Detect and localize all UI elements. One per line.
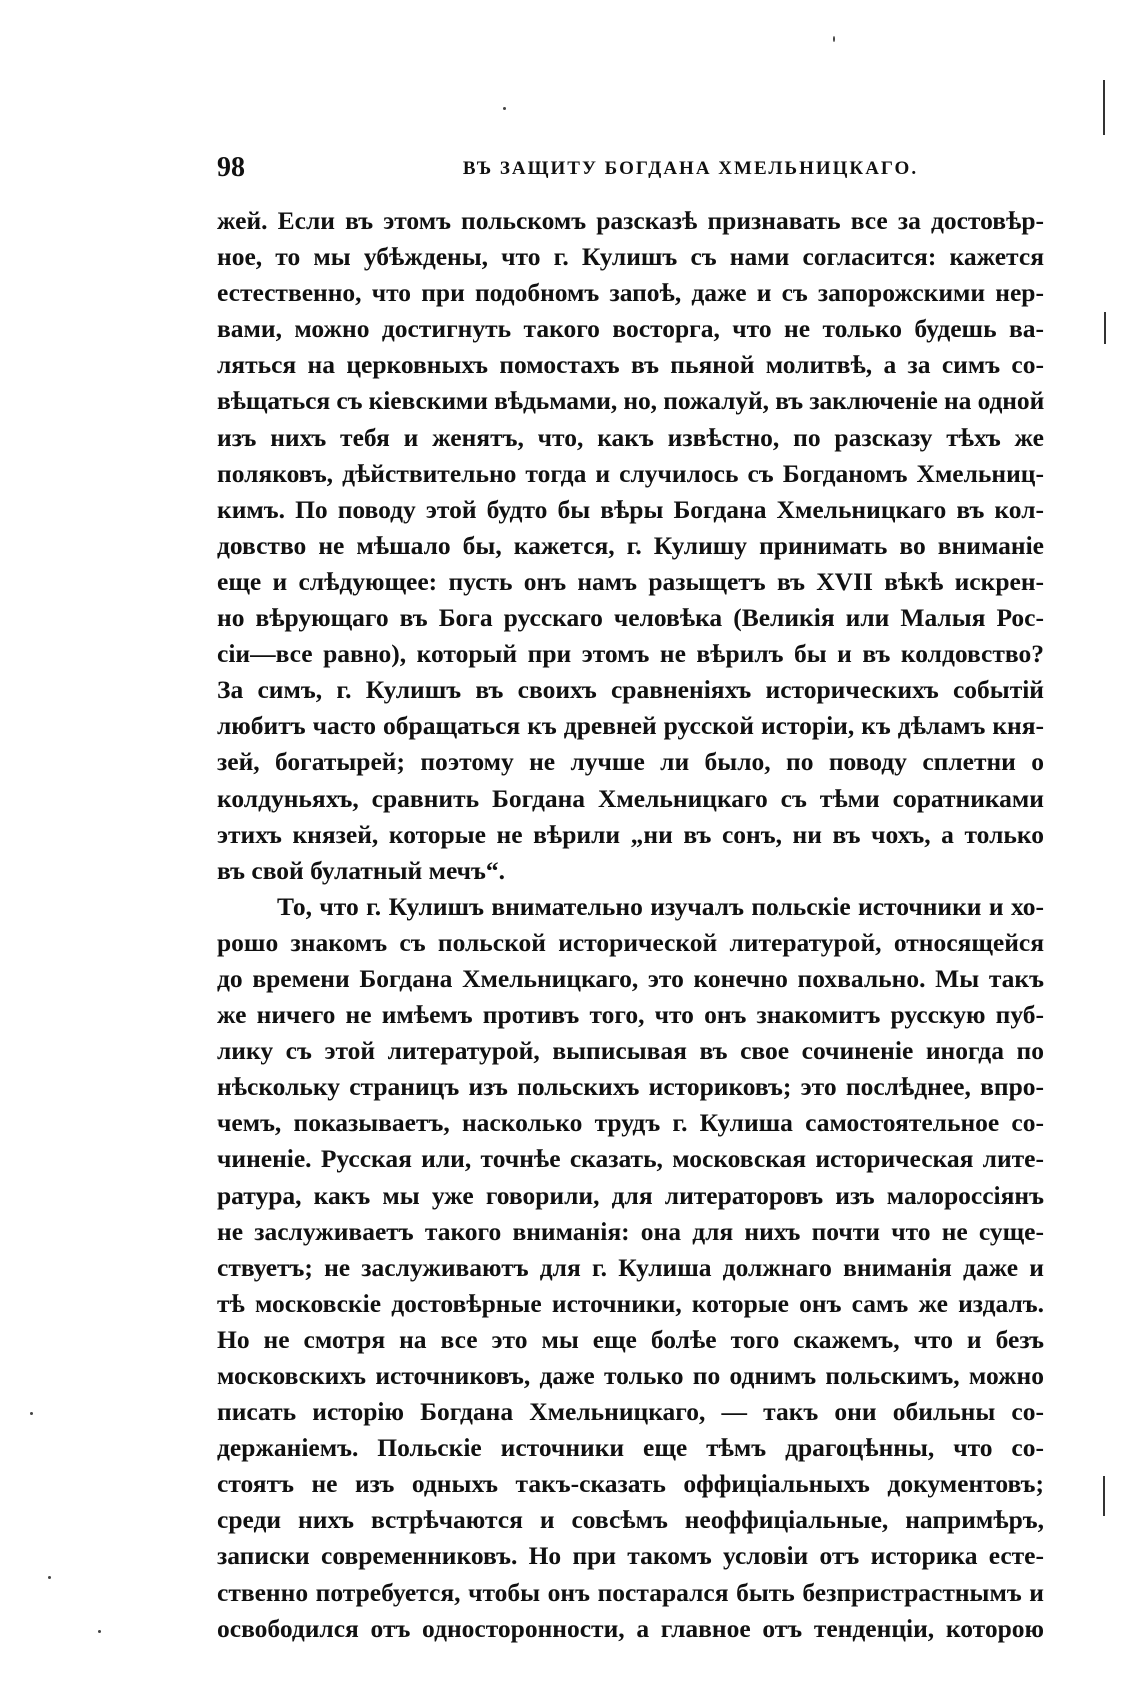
text-line: чиненіе. Русская или, точнѣе сказать, московская историческая лите-: [217, 1144, 1044, 1174]
text-line: ратура, какъ мы уже говорили, для литераторовъ изъ малороссіянъ: [217, 1180, 1044, 1210]
text-line: тѣ московскіе достовѣрные источники, которые онъ самъ же издалъ.: [217, 1288, 1044, 1318]
text-line: лику съ этой литературой, выписывая въ свое сочиненіе иногда по: [217, 1036, 1044, 1066]
scan-margin-mark: [1103, 1476, 1105, 1516]
text-line: рошо знакомъ съ польской исторической литературой, относящейся: [217, 927, 1044, 957]
text-line: освободился отъ односторонности, а главное отъ тенденціи, которою: [217, 1613, 1044, 1643]
scan-speck: [98, 1630, 101, 1633]
running-title: ВЪ ЗАЩИТУ БОГДАНА ХМЕЛЬНИЦКАГО.: [462, 158, 919, 179]
text-line: довство не мѣшало бы, кажется, г. Кулишу принимать во вниманіе: [217, 530, 1044, 560]
text-line: То, что г. Кулишъ внимательно изучалъ польскіе источники и хо-: [277, 891, 1044, 921]
body-text: [217, 203, 1044, 1647]
text-line: въ свой булатный мечъ“.: [217, 855, 506, 885]
scan-speck: [48, 1576, 51, 1579]
text-line: писать исторію Богдана Хмельницкаго, — такъ они обильны со-: [217, 1397, 1044, 1427]
text-line: жей. Если въ этомъ польскомъ разсказѣ признавать все за достовѣр-: [217, 206, 1044, 235]
text-line: зей, богатырей; поэтому не лучше ли было, по поводу сплетни о: [217, 747, 1044, 777]
text-line: чемъ, показываетъ, насколько трудъ г. Кулиша самостоятельное со-: [217, 1108, 1044, 1138]
text-line: еще и слѣдующее: пусть онъ намъ разыщетъ въ XVII вѣкѣ искрен-: [217, 566, 1044, 596]
text-line: За симъ, г. Кулишъ въ своихъ сравненіяхъ историческихъ событій: [217, 675, 1044, 705]
text-line: поляковъ, дѣйствительно тогда и случилось съ Богданомъ Хмельниц-: [217, 458, 1044, 488]
page-header: [217, 152, 1044, 192]
text-line: ственно потребуется, чтобы онъ постарался быть безпристрастнымъ и: [217, 1577, 1044, 1607]
text-line: но вѣрующаго въ Бога русскаго человѣка (Великія или Малыя Рос-: [217, 603, 1044, 633]
text-line: сіи—все равно), который при этомъ не вѣрилъ бы и въ колдовство?: [217, 639, 1044, 669]
scan-margin-mark: [1103, 80, 1105, 135]
text-line: ное, то мы убѣждены, что г. Кулишъ съ нами согласится: кажется: [217, 242, 1044, 272]
text-line: ствуетъ; не заслуживаютъ для г. Кулиша должнаго вниманія даже и: [217, 1252, 1044, 1282]
text-line: вами, можно достигнуть такого восторга, что не только будешь ва-: [217, 314, 1044, 344]
scan-margin-mark: [1104, 312, 1106, 344]
text-line: Но не смотря на все это мы еще болѣе того скажемъ, что и безъ: [217, 1324, 1044, 1354]
text-line: изъ нихъ тебя и женятъ, что, какъ извѣстно, по разсказу тѣхъ же: [217, 422, 1044, 452]
scan-speck: [833, 36, 835, 42]
scan-speck: [30, 1412, 33, 1415]
text-line: кимъ. По поводу этой будто бы вѣры Богдана Хмельницкаго въ кол-: [217, 494, 1044, 524]
paragraph-2: [217, 889, 1044, 1647]
text-line: ляться на церковныхъ помостахъ въ пьяной молитвѣ, а за симъ со-: [217, 350, 1044, 380]
text-line: до времени Богдана Хмельницкаго, это конечно похвально. Мы такъ: [217, 963, 1044, 993]
page-number: 98: [217, 152, 245, 183]
paragraph-1: [217, 203, 1044, 889]
text-line: любитъ часто обращаться къ древней русской исторіи, къ дѣламъ кня-: [217, 711, 1044, 741]
text-line: стоятъ не изъ одныхъ такъ-сказать оффиціальныхъ документовъ;: [217, 1469, 1044, 1499]
text-line: держаніемъ. Польскіе источники еще тѣмъ драгоцѣнны, что со-: [217, 1433, 1044, 1463]
scan-speck: [503, 107, 506, 110]
text-line: естественно, что при подобномъ запоѣ, даже и съ запорожскими нер-: [217, 278, 1044, 308]
text-line: же ничего не имѣемъ противъ того, что онъ знакомитъ русскую пуб-: [217, 1000, 1044, 1030]
text-line: не заслуживаетъ такого вниманія: она для нихъ почти что не суще-: [217, 1216, 1044, 1246]
text-line: вѣщаться съ кіевскими вѣдьмами, но, пожалуй, въ заключеніе на одной: [217, 386, 1045, 416]
text-line: московскихъ источниковъ, даже только по однимъ польскимъ, можно: [217, 1361, 1044, 1390]
text-line: среди нихъ встрѣчаются и совсѣмъ неоффиціальные, напримѣръ,: [217, 1505, 1044, 1535]
text-line: записки современниковъ. Но при такомъ условіи отъ историка есте-: [217, 1541, 1044, 1571]
text-line: нѣскольку страницъ изъ польскихъ историковъ; это послѣднее, впро-: [217, 1072, 1044, 1102]
text-line: колдуньяхъ, сравнить Богдана Хмельницкаго съ тѣми соратниками: [217, 783, 1044, 813]
text-line: этихъ князей, которые не вѣрили „ни въ сонъ, ни въ чохъ, а только: [217, 819, 1044, 849]
